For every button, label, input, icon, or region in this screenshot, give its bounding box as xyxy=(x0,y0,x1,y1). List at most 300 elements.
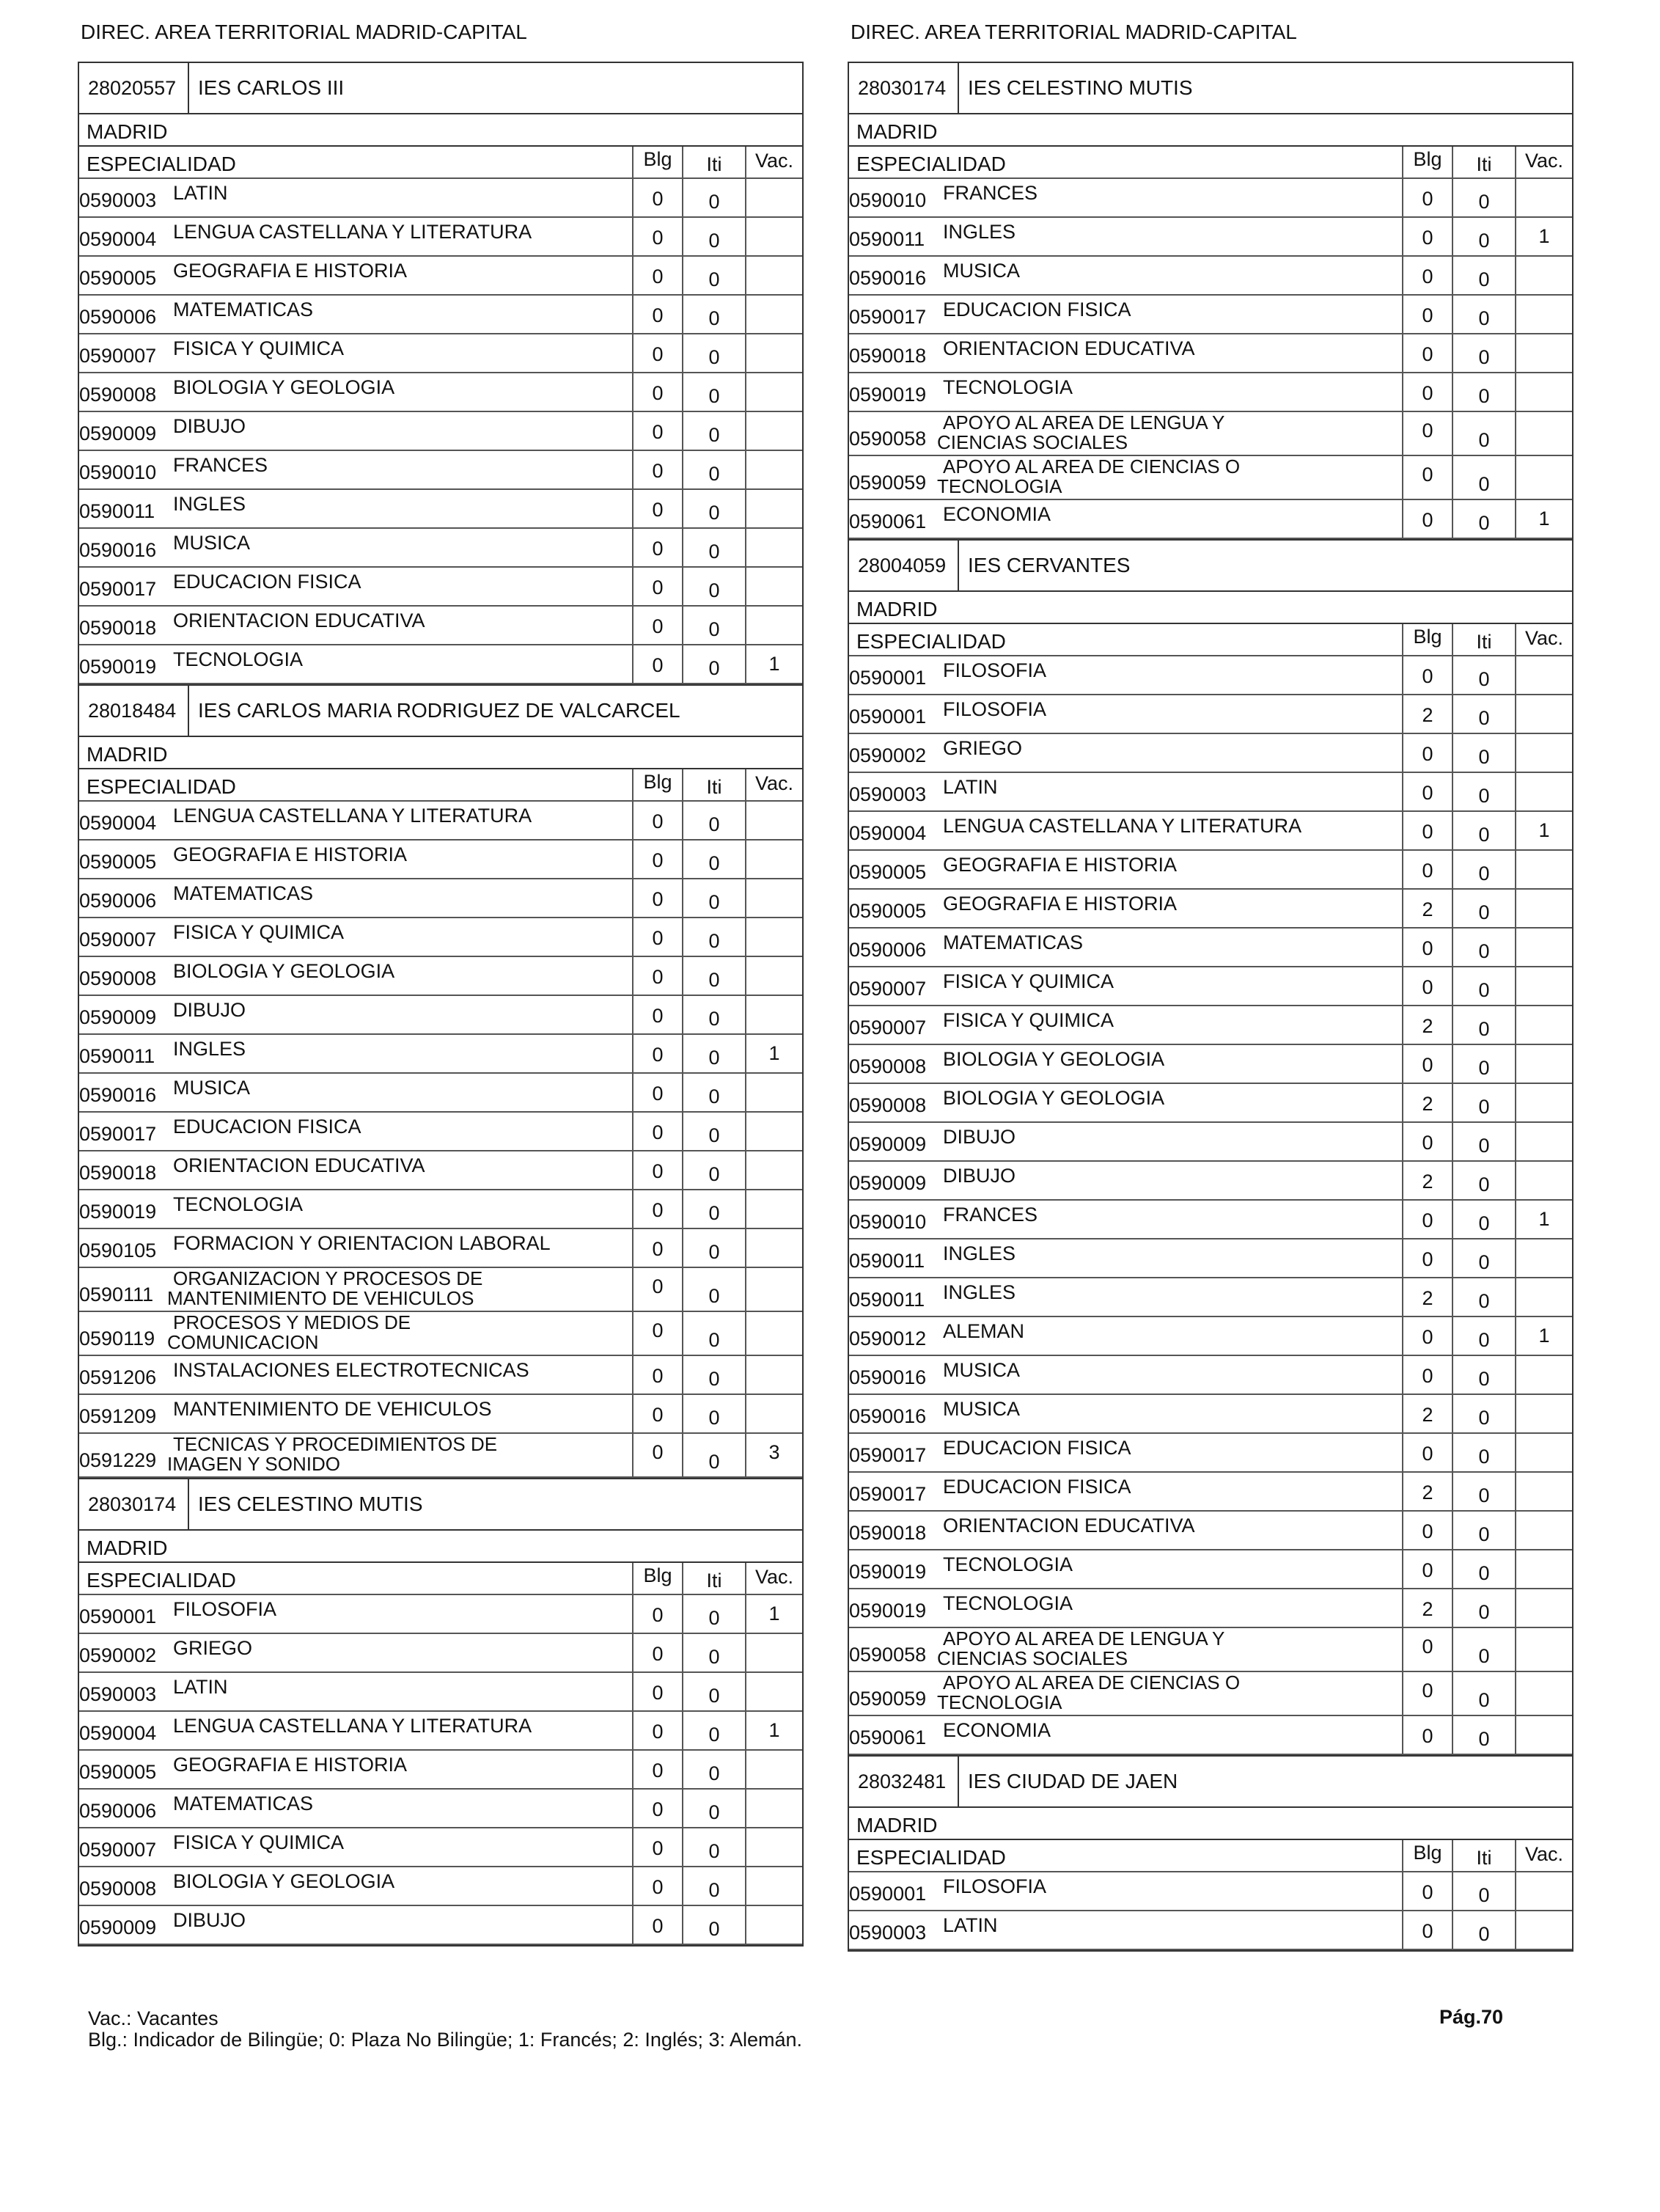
blg-value: 0 xyxy=(1422,1559,1433,1581)
center-header xyxy=(79,1479,802,1531)
blg-value: 0 xyxy=(652,499,664,521)
blg-cell xyxy=(633,1751,683,1788)
blg-value: 0 xyxy=(1422,1365,1433,1387)
iti-value: 0 xyxy=(708,230,720,252)
especialidad-name: DIBUJO xyxy=(173,415,246,437)
iti-value: 0 xyxy=(708,346,720,368)
especialidad-code: 0590017 xyxy=(849,306,927,328)
blg-value: 0 xyxy=(652,1005,664,1027)
vac-value: 1 xyxy=(768,1603,780,1625)
blg-value: 0 xyxy=(652,227,664,249)
iti-cell xyxy=(683,373,746,411)
table-row xyxy=(79,1190,802,1229)
especialidad-code: 0590004 xyxy=(79,228,157,250)
iti-cell xyxy=(1453,1006,1516,1044)
table-row xyxy=(849,1550,1572,1589)
especialidad-cell xyxy=(849,296,1403,333)
table-row xyxy=(79,1595,802,1634)
iti-value: 0 xyxy=(1478,1523,1490,1545)
vac-value: 1 xyxy=(1538,508,1550,530)
vac-cell xyxy=(1516,1589,1572,1627)
iti-cell xyxy=(683,412,746,450)
especialidad-code: 0590010 xyxy=(849,1211,927,1233)
especialidad-name: EDUCACION FISICA xyxy=(173,571,361,593)
header-iti-cell xyxy=(683,147,746,177)
especialidad-code: 0590007 xyxy=(79,1839,157,1861)
blg-cell xyxy=(1403,812,1453,849)
table-header xyxy=(79,1563,802,1595)
especialidad-cell xyxy=(79,957,633,995)
especialidad-code: 0590002 xyxy=(849,744,927,766)
iti-value: 0 xyxy=(1478,668,1490,690)
vac-cell xyxy=(746,568,802,605)
table-row xyxy=(849,1911,1572,1950)
especialidad-cell xyxy=(79,568,633,605)
iti-value: 0 xyxy=(708,463,720,485)
header-blg-cell xyxy=(633,147,683,177)
table-row xyxy=(79,373,802,412)
table-row xyxy=(849,656,1572,695)
footer-legend xyxy=(88,2008,802,2051)
especialidad-name: GEOGRAFIA E HISTORIA xyxy=(173,1754,408,1776)
table-row xyxy=(79,802,802,841)
iti-cell xyxy=(1453,218,1516,255)
especialidad-cell xyxy=(849,1006,1403,1044)
especialidad-name-cont: COMUNICACION xyxy=(167,1331,319,1353)
iti-cell xyxy=(1453,1628,1516,1671)
vac-cell xyxy=(1516,656,1572,694)
especialidad-name: BIOLOGIA Y GEOLOGIA xyxy=(943,1087,1165,1109)
blg-cell xyxy=(1403,373,1453,411)
especialidad-cell xyxy=(79,373,633,411)
blg-cell xyxy=(633,1828,683,1866)
iti-value: 0 xyxy=(1478,1601,1490,1623)
especialidad-cell xyxy=(79,1906,633,1944)
especialidad-cell xyxy=(849,1045,1403,1083)
especialidad-name: DIBUJO xyxy=(943,1165,1016,1187)
vac-cell xyxy=(1516,456,1572,499)
vac-cell xyxy=(746,451,802,488)
vac-cell xyxy=(746,1356,802,1394)
iti-value: 0 xyxy=(1478,1923,1490,1945)
blg-value: 0 xyxy=(652,1160,664,1182)
table-row xyxy=(79,1229,802,1268)
especialidad-code: 0590018 xyxy=(849,1522,927,1544)
header-iti-cell xyxy=(683,1563,746,1594)
vac-cell xyxy=(746,1113,802,1150)
vac-cell xyxy=(1516,851,1572,888)
table-row xyxy=(849,296,1572,334)
iti-value: 0 xyxy=(1478,268,1490,290)
iti-value: 0 xyxy=(1478,1329,1490,1351)
especialidad-code: 0590018 xyxy=(849,345,927,367)
blg-value: 0 xyxy=(652,615,664,637)
blg-cell xyxy=(1403,1123,1453,1160)
especialidad-code: 0590105 xyxy=(79,1239,157,1261)
table-row xyxy=(79,1751,802,1790)
center-blocks xyxy=(848,62,1573,1952)
blg-value: 0 xyxy=(652,1083,664,1105)
vac-cell xyxy=(1516,1628,1572,1671)
blg-value: 2 xyxy=(1422,1404,1433,1426)
blg-value: 0 xyxy=(1422,1443,1433,1465)
blg-value: 0 xyxy=(652,576,664,598)
especialidad-name: FILOSOFIA xyxy=(943,659,1047,681)
blg-cell xyxy=(633,451,683,488)
blg-value: 0 xyxy=(652,810,664,832)
especialidad-cell xyxy=(79,1673,633,1710)
iti-cell xyxy=(1453,1278,1516,1316)
especialidad-code: 0590005 xyxy=(79,1761,157,1783)
header-blg: Blg xyxy=(643,1564,672,1586)
iti-cell xyxy=(1453,1872,1516,1910)
especialidad-name: BIOLOGIA Y GEOLOGIA xyxy=(943,1048,1165,1070)
blg-value: 2 xyxy=(1422,1171,1433,1193)
vac-cell xyxy=(1516,1395,1572,1432)
especialidad-code: 0590001 xyxy=(849,667,927,689)
table-row xyxy=(79,334,802,373)
especialidad-name: TECNOLOGIA xyxy=(173,648,304,670)
header-blg-cell xyxy=(633,769,683,800)
iti-value: 0 xyxy=(1478,1135,1490,1157)
iti-value: 0 xyxy=(1478,1173,1490,1195)
iti-cell xyxy=(1453,695,1516,733)
iti-value: 0 xyxy=(1478,512,1490,534)
blg-cell xyxy=(1403,1278,1453,1316)
iti-value: 0 xyxy=(1478,1689,1490,1711)
especialidad-code: 0590007 xyxy=(79,345,157,367)
table-row xyxy=(849,1045,1572,1084)
iti-value: 0 xyxy=(1478,824,1490,846)
especialidad-code: 0590003 xyxy=(849,1922,927,1944)
iti-cell xyxy=(683,1356,746,1394)
blg-value: 0 xyxy=(1422,937,1433,959)
especialidad-cell xyxy=(79,645,633,683)
table-header xyxy=(79,769,802,802)
center-name: IES CERVANTES xyxy=(968,554,1131,576)
table-row xyxy=(79,996,802,1035)
especialidad-name: DIBUJO xyxy=(173,999,246,1021)
especialidad-code: 0590007 xyxy=(849,978,927,1000)
blg-cell xyxy=(633,841,683,878)
blg-value: 2 xyxy=(1422,1015,1433,1037)
blg-value: 0 xyxy=(1422,1209,1433,1231)
especialidad-cell xyxy=(79,996,633,1033)
especialidad-code: 0590005 xyxy=(849,900,927,922)
blg-cell xyxy=(633,1312,683,1355)
table-row xyxy=(849,334,1572,373)
especialidad-name: ORGANIZACION Y PROCESOS DE xyxy=(173,1267,483,1289)
blg-value: 0 xyxy=(1422,382,1433,404)
especialidad-name: EDUCACION FISICA xyxy=(943,1437,1131,1459)
iti-cell xyxy=(1453,1045,1516,1083)
iti-value: 0 xyxy=(1478,473,1490,495)
blg-cell xyxy=(633,1074,683,1111)
iti-cell xyxy=(683,879,746,917)
especialidad-name: GRIEGO xyxy=(943,737,1023,759)
especialidad-cell xyxy=(79,296,633,333)
table-row xyxy=(79,1268,802,1312)
blg-cell xyxy=(633,334,683,372)
header-blg-cell xyxy=(1403,147,1453,177)
especialidad-cell xyxy=(849,851,1403,888)
especialidad-name: TECNOLOGIA xyxy=(943,1553,1073,1575)
especialidad-code: 0590005 xyxy=(79,267,157,289)
especialidad-cell xyxy=(849,1434,1403,1471)
iti-cell xyxy=(1453,773,1516,810)
especialidad-code: 0590061 xyxy=(849,510,927,532)
blg-cell xyxy=(1403,1201,1453,1238)
table-row xyxy=(849,456,1572,500)
especialidad-name-cont: TECNOLOGIA xyxy=(937,1691,1062,1713)
center-name: IES CARLOS MARIA RODRIGUEZ DE VALCARCEL xyxy=(198,699,680,722)
especialidad-name: LENGUA CASTELLANA Y LITERATURA xyxy=(173,1715,532,1737)
iti-value: 0 xyxy=(708,852,720,874)
blg-cell xyxy=(633,645,683,683)
iti-cell xyxy=(1453,500,1516,538)
table-row xyxy=(79,179,802,218)
especialidad-name: MUSICA xyxy=(943,260,1021,282)
blg-value: 2 xyxy=(1422,704,1433,726)
iti-cell xyxy=(683,334,746,372)
blg-cell xyxy=(633,1113,683,1150)
especialidad-cell xyxy=(79,1751,633,1788)
especialidad-name: APOYO AL AREA DE LENGUA Y xyxy=(943,411,1225,433)
blg-value: 0 xyxy=(652,1604,664,1626)
especialidad-cell xyxy=(849,1239,1403,1277)
table-row xyxy=(849,1356,1572,1395)
blg-value: 0 xyxy=(652,1319,664,1341)
vac-cell xyxy=(746,918,802,956)
especialidad-code: 0590009 xyxy=(79,1916,157,1938)
iti-value: 0 xyxy=(708,1368,720,1390)
especialidad-name-cont: CIENCIAS SOCIALES xyxy=(937,431,1128,453)
header-vac: Vac. xyxy=(754,150,794,172)
especialidad-cell xyxy=(79,1434,633,1476)
iti-value: 0 xyxy=(708,1329,720,1351)
header-vac: Vac. xyxy=(754,772,794,794)
especialidad-cell xyxy=(79,490,633,527)
especialidad-code: 0590004 xyxy=(79,1722,157,1744)
especialidad-cell xyxy=(79,451,633,488)
center-city: MADRID xyxy=(79,737,802,769)
blg-value: 0 xyxy=(652,1441,664,1463)
vac-cell xyxy=(746,412,802,450)
especialidad-code: 0590119 xyxy=(79,1327,155,1349)
iti-value: 0 xyxy=(708,1008,720,1030)
especialidad-name: DIBUJO xyxy=(943,1126,1016,1148)
especialidad-name: MUSICA xyxy=(943,1359,1021,1381)
center-header xyxy=(79,63,802,114)
iti-cell xyxy=(1453,334,1516,372)
blg-cell xyxy=(633,1634,683,1671)
vac-cell xyxy=(1516,1317,1572,1355)
especialidad-name: MUSICA xyxy=(943,1398,1021,1420)
especialidad-code: 0590001 xyxy=(849,706,927,728)
especialidad-cell xyxy=(79,1634,633,1671)
vac-cell xyxy=(1516,734,1572,772)
blg-value: 0 xyxy=(652,421,664,443)
iti-value: 0 xyxy=(1478,230,1490,252)
table-row xyxy=(849,890,1572,929)
header-vac-cell xyxy=(1516,1840,1572,1871)
vac-cell xyxy=(746,1867,802,1905)
vac-cell xyxy=(746,490,802,527)
especialidad-code: 0590058 xyxy=(849,1644,927,1666)
iti-cell xyxy=(1453,456,1516,499)
especialidad-cell xyxy=(79,529,633,566)
especialidad-name: ALEMAN xyxy=(943,1320,1025,1342)
blg-cell xyxy=(633,1712,683,1749)
iti-value: 0 xyxy=(1478,429,1490,451)
table-row xyxy=(849,1628,1572,1672)
iti-cell xyxy=(683,996,746,1033)
especialidad-cell xyxy=(849,773,1403,810)
especialidad-name: GEOGRAFIA E HISTORIA xyxy=(943,893,1178,915)
iti-cell xyxy=(683,490,746,527)
especialidad-code: 0590011 xyxy=(849,1289,925,1311)
blg-value: 0 xyxy=(652,1365,664,1387)
iti-value: 0 xyxy=(1478,346,1490,368)
header-iti: Iti xyxy=(1476,1847,1492,1869)
center-block xyxy=(78,1478,804,1947)
blg-cell xyxy=(633,996,683,1033)
iti-cell xyxy=(1453,734,1516,772)
blg-cell xyxy=(1403,1716,1453,1754)
table-row xyxy=(79,1151,802,1190)
iti-value: 0 xyxy=(708,618,720,640)
iti-value: 0 xyxy=(708,1918,720,1940)
especialidad-name: FISICA Y QUIMICA xyxy=(943,1009,1114,1031)
center-header xyxy=(79,686,802,737)
blg-cell xyxy=(1403,695,1453,733)
table-row xyxy=(79,607,802,645)
vac-cell xyxy=(746,1712,802,1749)
blg-cell xyxy=(633,412,683,450)
especialidad-code: 0590017 xyxy=(79,1123,157,1145)
vac-cell xyxy=(746,529,802,566)
especialidad-cell xyxy=(849,1628,1403,1671)
table-row xyxy=(79,645,802,684)
especialidad-cell xyxy=(849,1473,1403,1510)
blg-cell xyxy=(633,529,683,566)
blg-cell xyxy=(633,1190,683,1228)
especialidad-cell xyxy=(79,1035,633,1072)
blg-cell xyxy=(1403,218,1453,255)
blg-value: 2 xyxy=(1422,1598,1433,1620)
blg-value: 0 xyxy=(652,304,664,326)
blg-cell xyxy=(1403,1162,1453,1199)
especialidad-cell xyxy=(79,1356,633,1394)
especialidad-cell xyxy=(79,1395,633,1432)
blg-value: 0 xyxy=(652,1275,664,1297)
vac-cell xyxy=(1516,773,1572,810)
blg-value: 0 xyxy=(652,927,664,949)
vac-cell xyxy=(1516,1006,1572,1044)
table-row xyxy=(79,1673,802,1712)
header-iti-cell xyxy=(1453,624,1516,655)
blg-value: 0 xyxy=(652,1721,664,1743)
center-code: 28030174 xyxy=(849,63,959,113)
vac-cell xyxy=(1516,1201,1572,1238)
blg-cell xyxy=(633,490,683,527)
especialidad-cell xyxy=(849,1395,1403,1432)
iti-value: 0 xyxy=(708,1407,720,1429)
vac-cell xyxy=(746,841,802,878)
iti-cell xyxy=(1453,296,1516,333)
blg-cell xyxy=(633,1395,683,1432)
especialidad-name: TECNOLOGIA xyxy=(943,1592,1073,1614)
especialidad-name: FRANCES xyxy=(943,1204,1038,1226)
blg-value: 0 xyxy=(1422,665,1433,687)
blg-value: 0 xyxy=(1422,1132,1433,1154)
table-row xyxy=(79,1395,802,1434)
especialidad-code: 0590005 xyxy=(79,851,157,873)
blg-cell xyxy=(633,179,683,216)
especialidad-name: INGLES xyxy=(943,1242,1016,1264)
especialidad-cell xyxy=(849,967,1403,1005)
blg-value: 0 xyxy=(652,654,664,676)
especialidad-cell xyxy=(849,1911,1403,1949)
especialidad-cell xyxy=(849,1589,1403,1627)
especialidad-cell xyxy=(79,1113,633,1150)
especialidad-name: MUSICA xyxy=(173,1077,251,1099)
vac-cell xyxy=(746,1595,802,1633)
vac-cell xyxy=(1516,257,1572,294)
blg-cell xyxy=(1403,412,1453,455)
blg-value: 0 xyxy=(1422,1248,1433,1270)
blg-cell xyxy=(1403,1045,1453,1083)
iti-value: 0 xyxy=(1478,901,1490,923)
especialidad-cell xyxy=(849,257,1403,294)
blg-value: 0 xyxy=(1422,1920,1433,1942)
header-especialidad: ESPECIALIDAD xyxy=(856,630,1006,653)
iti-cell xyxy=(683,1828,746,1866)
vac-value: 1 xyxy=(768,1042,780,1064)
legend-vacantes: Vac.: Vacantes xyxy=(88,2007,218,2029)
iti-cell xyxy=(683,1395,746,1432)
table-row xyxy=(849,1162,1572,1201)
center-code: 28030174 xyxy=(79,1479,189,1529)
especialidad-code: 0590011 xyxy=(849,1250,925,1272)
iti-value: 0 xyxy=(708,1085,720,1107)
table-row xyxy=(849,218,1572,257)
especialidad-code: 0591229 xyxy=(79,1449,157,1471)
blg-cell xyxy=(1403,500,1453,538)
iti-value: 0 xyxy=(708,541,720,563)
header-vac: Vac. xyxy=(754,1566,794,1588)
especialidad-code: 0590008 xyxy=(849,1094,927,1116)
iti-value: 0 xyxy=(1478,1368,1490,1390)
header-vac-cell xyxy=(1516,147,1572,177)
table-row xyxy=(849,1317,1572,1356)
blg-cell xyxy=(633,879,683,917)
especialidad-name: LATIN xyxy=(943,1914,998,1936)
especialidad-code: 0590016 xyxy=(849,1366,927,1388)
iti-cell xyxy=(1453,1550,1516,1588)
table-row xyxy=(79,451,802,490)
blg-cell xyxy=(633,218,683,255)
especialidad-name: EDUCACION FISICA xyxy=(173,1116,361,1138)
especialidad-code: 0590008 xyxy=(79,967,157,989)
table-row xyxy=(79,568,802,607)
especialidad-code: 0590001 xyxy=(79,1605,157,1627)
table-row xyxy=(849,1278,1572,1317)
iti-value: 0 xyxy=(1478,1057,1490,1079)
especialidad-name: APOYO AL AREA DE LENGUA Y xyxy=(943,1627,1225,1649)
vac-cell xyxy=(746,1906,802,1944)
especialidad-code: 0590059 xyxy=(849,1688,927,1710)
